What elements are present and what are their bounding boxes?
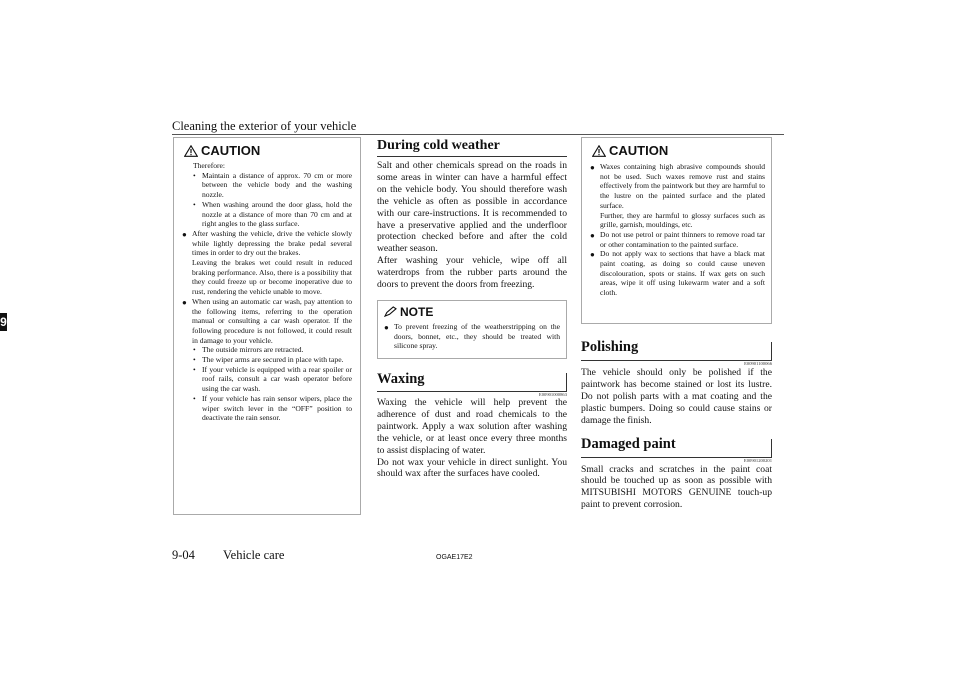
bullet-icon: ● bbox=[590, 250, 595, 260]
header-divider bbox=[172, 134, 784, 135]
list-item: ● Do not apply wax to sections that have a black mat paint coating, as doing so could cause uneven discolouration, spots or stains. If wax gets on such areas, wipe it off using lukewarm water and a soft cloth. bbox=[590, 249, 765, 298]
note-box bbox=[377, 300, 567, 359]
section-code: E00901000863 bbox=[538, 391, 567, 397]
cold-weather-paragraph: After washing your vehicle, wipe off all waterdrops from the rubber parts around the doors to prevent the doors from freezing. bbox=[377, 255, 567, 291]
list-item: ● After washing the vehicle, drive the vehicle slowly while lightly depressing the brake pedal several times in order to dry out the brakes. bbox=[182, 228, 352, 258]
section-rule-end bbox=[771, 439, 772, 457]
page-header-title: Cleaning the exterior of your vehicle bbox=[172, 119, 357, 133]
section-title-damaged-paint: Damaged paint bbox=[581, 435, 676, 452]
bullet-icon: ● bbox=[590, 163, 595, 172]
list-item: • When washing around the door glass, hold the nozzle at a distance of more than 70 cm and at right angles to the glass surface. bbox=[193, 199, 352, 229]
bullet-icon: ● bbox=[182, 229, 187, 239]
caution-heading bbox=[592, 143, 765, 158]
section-title-polishing: Polishing bbox=[581, 339, 639, 355]
footer-section: Vehicle care bbox=[223, 548, 285, 562]
section-title-cold-weather: During cold weather bbox=[377, 138, 500, 153]
cold-weather-paragraph: Salt and other chemicals spread on the roads in some areas in winter can have a harmful effect on the vehicle body. You should therefore wash the vehicle as often as possible in accordance with our care-instructions. It is recommended to have a preservative applied and the underfloor protection checked before and after the cold weather season. bbox=[377, 160, 567, 255]
section-code: E00901100066 bbox=[744, 361, 772, 366]
bullet-icon: ● bbox=[384, 322, 389, 332]
caution-box-left bbox=[173, 137, 361, 515]
caution-heading bbox=[184, 143, 352, 158]
section-rule-end bbox=[771, 342, 772, 360]
list-item: • The wiper arms are secured in place with tape. bbox=[193, 355, 344, 365]
caution-box-right bbox=[581, 137, 772, 324]
caution-label: CAUTION bbox=[609, 143, 669, 158]
polishing-paragraph: The vehicle should only be polished if the paintwork has become stained or lost its lustre. Do not polish parts with a mat coating and the plastic bumpers. Doing so could cause stains or damage the finish. bbox=[581, 367, 772, 426]
note-heading bbox=[384, 305, 560, 319]
waxing-paragraph: Do not wax your vehicle in direct sunlight. You should wax after the surfaces have cooled. bbox=[377, 456, 567, 480]
damaged-paint-paragraph: Small cracks and scratches in the paint coat should be touched up as soon as possible with MITSUBISHI MOTORS GENUINE touch-up paint to prevent corrosion. bbox=[581, 463, 772, 511]
section-code: E00901200201 bbox=[743, 457, 772, 463]
section-rule bbox=[377, 156, 567, 157]
list-item-continuation: Further, they are harmful to glossy surfaces such as grille, garnish, mouldings, etc. bbox=[600, 210, 765, 230]
list-item: ● Do not use petrol or paint thinners to remove road tar or other contamination to the painted surface. bbox=[590, 229, 765, 249]
section-rule-end bbox=[566, 373, 567, 391]
section-title-waxing: Waxing bbox=[377, 370, 425, 387]
list-item-continuation: Leaving the brakes wet could result in reduced braking performance. Also, there is a possibility that they could freeze up or become inoperative due to rust, rendering the vehicle unable to move. bbox=[192, 258, 352, 297]
caution-intro: Therefore: bbox=[193, 161, 226, 170]
caution-label: CAUTION bbox=[201, 143, 261, 158]
footer-code: OGAE17E2 bbox=[436, 554, 473, 561]
bullet-icon: ● bbox=[590, 230, 595, 240]
list-item: • If your vehicle is equipped with a rear spoiler or roof rails, consult a car wash operator before using the car wash. bbox=[193, 364, 352, 394]
list-item: ● When using an automatic car wash, pay attention to the following items, referring to the operation manual or consulting a car wash operator. If the following procedure is not followed, it could result in damage to your vehicle. bbox=[182, 296, 352, 345]
pencil-icon bbox=[384, 306, 397, 317]
waxing-paragraph: Waxing the vehicle will help prevent the adherence of dust and road chemicals to the paintwork. Apply a wax solution after washing the vehicle, or at least once every three months to assist displacing of water. bbox=[377, 396, 567, 456]
list-item: • If your vehicle has rain sensor wipers, place the wiper switch lever in the “OFF” position to deactivate the rain sensor. bbox=[193, 393, 352, 423]
warning-triangle-icon bbox=[184, 145, 198, 157]
list-item: • The outside mirrors are retracted. bbox=[193, 345, 304, 355]
page-number: 9-04 bbox=[172, 548, 195, 562]
list-item: • Maintain a distance of approx. 70 cm or more between the vehicle body and the washing nozzle. bbox=[193, 170, 352, 200]
list-item: ● Waxes containing high abrasive compounds should not be used. Such waxes remove rust and stains effectively from the paintwork but they are harmful to the lustre on the painted surface and the plated surface. bbox=[590, 162, 765, 210]
note-label: NOTE bbox=[400, 304, 434, 319]
warning-triangle-icon bbox=[592, 145, 606, 157]
bullet-icon: ● bbox=[182, 297, 187, 307]
note-item: ● To prevent freezing of the weatherstripping on the doors, bonnet, etc., they should be treated with silicone spray. bbox=[384, 321, 560, 351]
column-middle bbox=[377, 138, 567, 480]
column-right bbox=[581, 339, 772, 511]
chapter-tab: 9 bbox=[0, 315, 7, 329]
